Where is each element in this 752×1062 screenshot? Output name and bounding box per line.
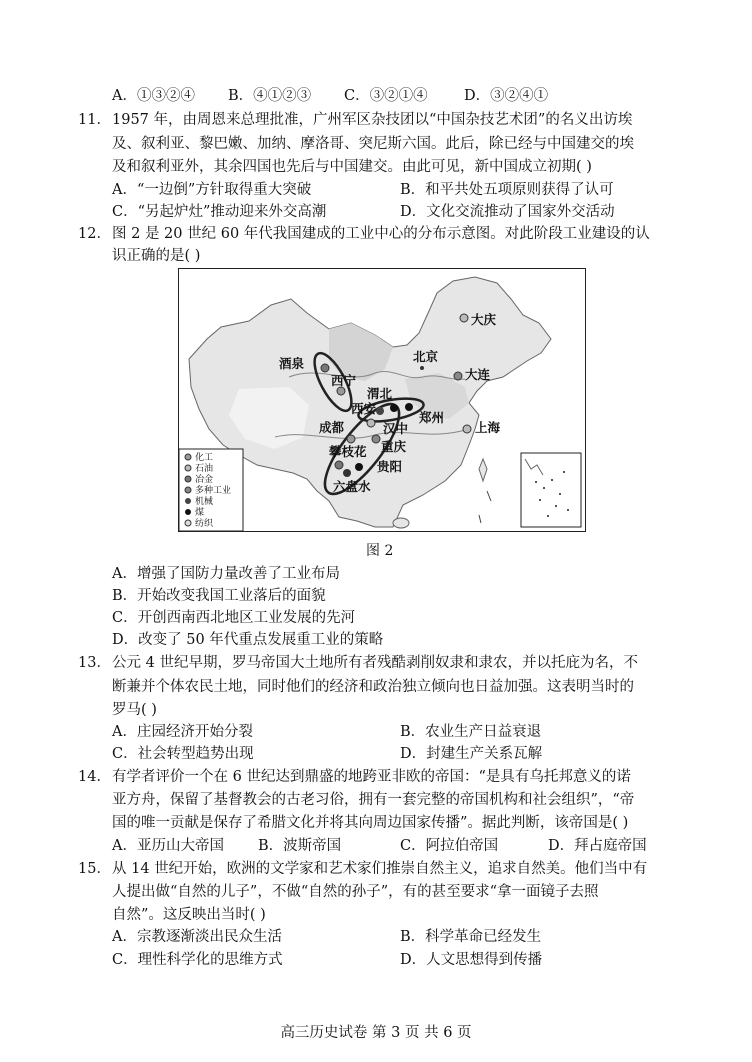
- label-zhengzhou: 郑州: [419, 410, 445, 425]
- label-weibei: 渭北: [367, 386, 393, 401]
- page-footer: 高三历史试卷 第 3 页 共 6 页: [280, 1025, 472, 1041]
- q12-option-c: C．开创西南西北地区工业发展的先河: [112, 610, 356, 626]
- label-daqing: 大庆: [471, 312, 497, 327]
- q12-option-b: B．开始改变我国工业落后的面貌: [112, 588, 326, 604]
- taiwan-island: [479, 459, 487, 481]
- question-text: 断兼并个体农民土地，同时他们的经济和政治独立倾向也日益加强。这表明当时的: [112, 679, 634, 695]
- label-chongqing: 重庆: [381, 439, 407, 454]
- q15-option-c: C．理性科学化的思维方式: [112, 952, 283, 968]
- question-number: 14．: [78, 769, 111, 785]
- label-shanghai: 上海: [475, 420, 501, 435]
- prev-option-c: C．③②①④: [344, 88, 428, 104]
- question-text: 及和叙利亚外，其余四国也先后与中国建交。由此可见，新中国成立初期( ): [112, 159, 592, 175]
- label-xining: 西宁: [331, 373, 357, 388]
- weibei-marker: [390, 404, 398, 412]
- chongqing-marker: [372, 435, 380, 443]
- south-china-sea-inset: [521, 453, 581, 527]
- q14-option-b: B．波斯帝国: [258, 838, 342, 854]
- beijing-marker: [420, 366, 424, 370]
- question-text: 有学者评价一个在 6 世纪达到鼎盛的地跨亚非欧的帝国：“是具有乌托邦意义的诺: [112, 769, 631, 785]
- q11-option-a: A．“一边倒”方针取得重大突破: [112, 182, 312, 198]
- legend-machinery: 机械: [195, 497, 214, 507]
- jiuquan-marker: [321, 364, 329, 372]
- label-jiuquan: 酒泉: [279, 356, 305, 371]
- legend-metallurgy: 冶金: [195, 475, 214, 485]
- q13-option-a: A．庄园经济开始分裂: [112, 724, 253, 740]
- label-panzhihua: 攀枝花: [329, 444, 367, 459]
- q15-option-d: D．人文思想得到传播: [400, 952, 543, 968]
- legend-coal: 煤: [195, 508, 205, 518]
- q11-option-b: B．和平共处五项原则获得了认可: [400, 182, 614, 198]
- label-beijing: 北京: [413, 349, 439, 364]
- question-text: 识正确的是( ): [112, 248, 201, 264]
- q15-option-a: A．宗教逐渐淡出民众生活: [112, 929, 282, 945]
- question-text: 国的唯一贡献是保存了希腊文化并将其向周边国家传播”。据此判断，该帝国是( ): [112, 815, 629, 831]
- prev-option-b: B．④①②③: [228, 88, 312, 104]
- q11-option-d: D．文化交流推动了国家外交活动: [400, 204, 615, 220]
- label-xian: 西安: [351, 401, 377, 416]
- hainan-island: [393, 518, 409, 528]
- question-11: [78, 110, 632, 130]
- daqing-marker: [460, 314, 468, 322]
- question-text: 罗马( ): [112, 702, 157, 718]
- question-text: 自然”。这反映出当时( ): [112, 907, 266, 923]
- question-15: [78, 859, 647, 879]
- question-12: [78, 224, 650, 244]
- question-text: 图 2 是 20 世纪 60 年代我国建成的工业中心的分布示意图。对此阶段工业建设的认: [112, 226, 650, 242]
- q13-option-d: D．封建生产关系瓦解: [400, 746, 543, 762]
- zhengzhou-marker: [405, 403, 413, 411]
- label-guiyang: 贵阳: [377, 459, 403, 474]
- q13-option-b: B．农业生产日益衰退: [400, 724, 542, 740]
- q15-option-b: B．科学革命已经发生: [400, 929, 542, 945]
- industrial-centers-map: [178, 268, 586, 532]
- xian-marker: [376, 407, 384, 415]
- xining-marker: [337, 387, 345, 395]
- legend-petroleum: 石油: [195, 464, 214, 474]
- dalian-marker: [454, 372, 462, 380]
- question-13: [78, 653, 638, 673]
- chengdu-marker: [347, 435, 355, 443]
- shanghai-marker: [463, 425, 471, 433]
- q12-option-a: A．增强了国防力量改善了工业布局: [112, 566, 340, 582]
- china-map-graphic: [179, 269, 585, 531]
- label-chengdu: 成都: [319, 420, 345, 435]
- question-number: 13．: [78, 655, 111, 671]
- question-text: 1957 年，由周恩来总理批准，广州军区杂技团以“中国杂技艺术团”的名义出访埃: [112, 112, 633, 128]
- q12-option-d: D．改变了 50 年代重点发展重工业的策略: [112, 632, 384, 648]
- guiyang-marker: [355, 463, 363, 471]
- question-text: 人提出做“自然的儿子”，不做“自然的孙子”，有的甚至要求“拿一面镜子去照: [112, 884, 599, 900]
- label-hanzhong: 汉中: [383, 421, 409, 436]
- q14-option-a: A．亚历山大帝国: [112, 838, 224, 854]
- q14-option-c: C．阿拉伯帝国: [400, 838, 499, 854]
- question-number: 11．: [78, 112, 111, 128]
- label-dalian: 大连: [465, 367, 491, 382]
- map-legend: [179, 449, 243, 531]
- prev-option-d: D．③②④①: [464, 88, 549, 104]
- question-text: 公元 4 世纪早期，罗马帝国大土地所有者残酷剥削奴隶和隶农，并以托庇为名，不: [112, 655, 638, 671]
- q11-option-c: C．“另起炉灶”推动迎来外交高潮: [112, 204, 327, 220]
- legend-textile: 纺织: [195, 519, 214, 529]
- q14-option-d: D．拜占庭帝国: [548, 838, 647, 854]
- figure-caption: 图 2: [366, 543, 394, 559]
- question-number: 15．: [78, 861, 111, 877]
- question-text: 及、叙利亚、黎巴嫩、加纳、摩洛哥、突尼斯六国。此后，除已经与中国建交的埃: [112, 136, 634, 152]
- prev-option-a: A．①③②④: [112, 88, 195, 104]
- q13-option-c: C．社会转型趋势出现: [112, 746, 254, 762]
- question-text: 从 14 世纪开始，欧洲的文学家和艺术家们推崇自然主义，追求自然美。他们当中有: [112, 861, 648, 877]
- question-14: [78, 767, 631, 787]
- label-liupanshui: 六盘水: [333, 479, 371, 494]
- question-number: 12．: [78, 226, 111, 242]
- legend-chemical: 化工: [195, 453, 214, 463]
- panzhihua-marker: [335, 461, 343, 469]
- question-text: 亚方舟，保留了基督教会的古老习俗，拥有一套完整的帝国机构和社会组织”，“帝: [112, 792, 635, 808]
- legend-multi-industry: 多种工业: [195, 486, 232, 496]
- hanzhong-marker: [367, 419, 375, 427]
- liupanshui-marker: [343, 469, 351, 477]
